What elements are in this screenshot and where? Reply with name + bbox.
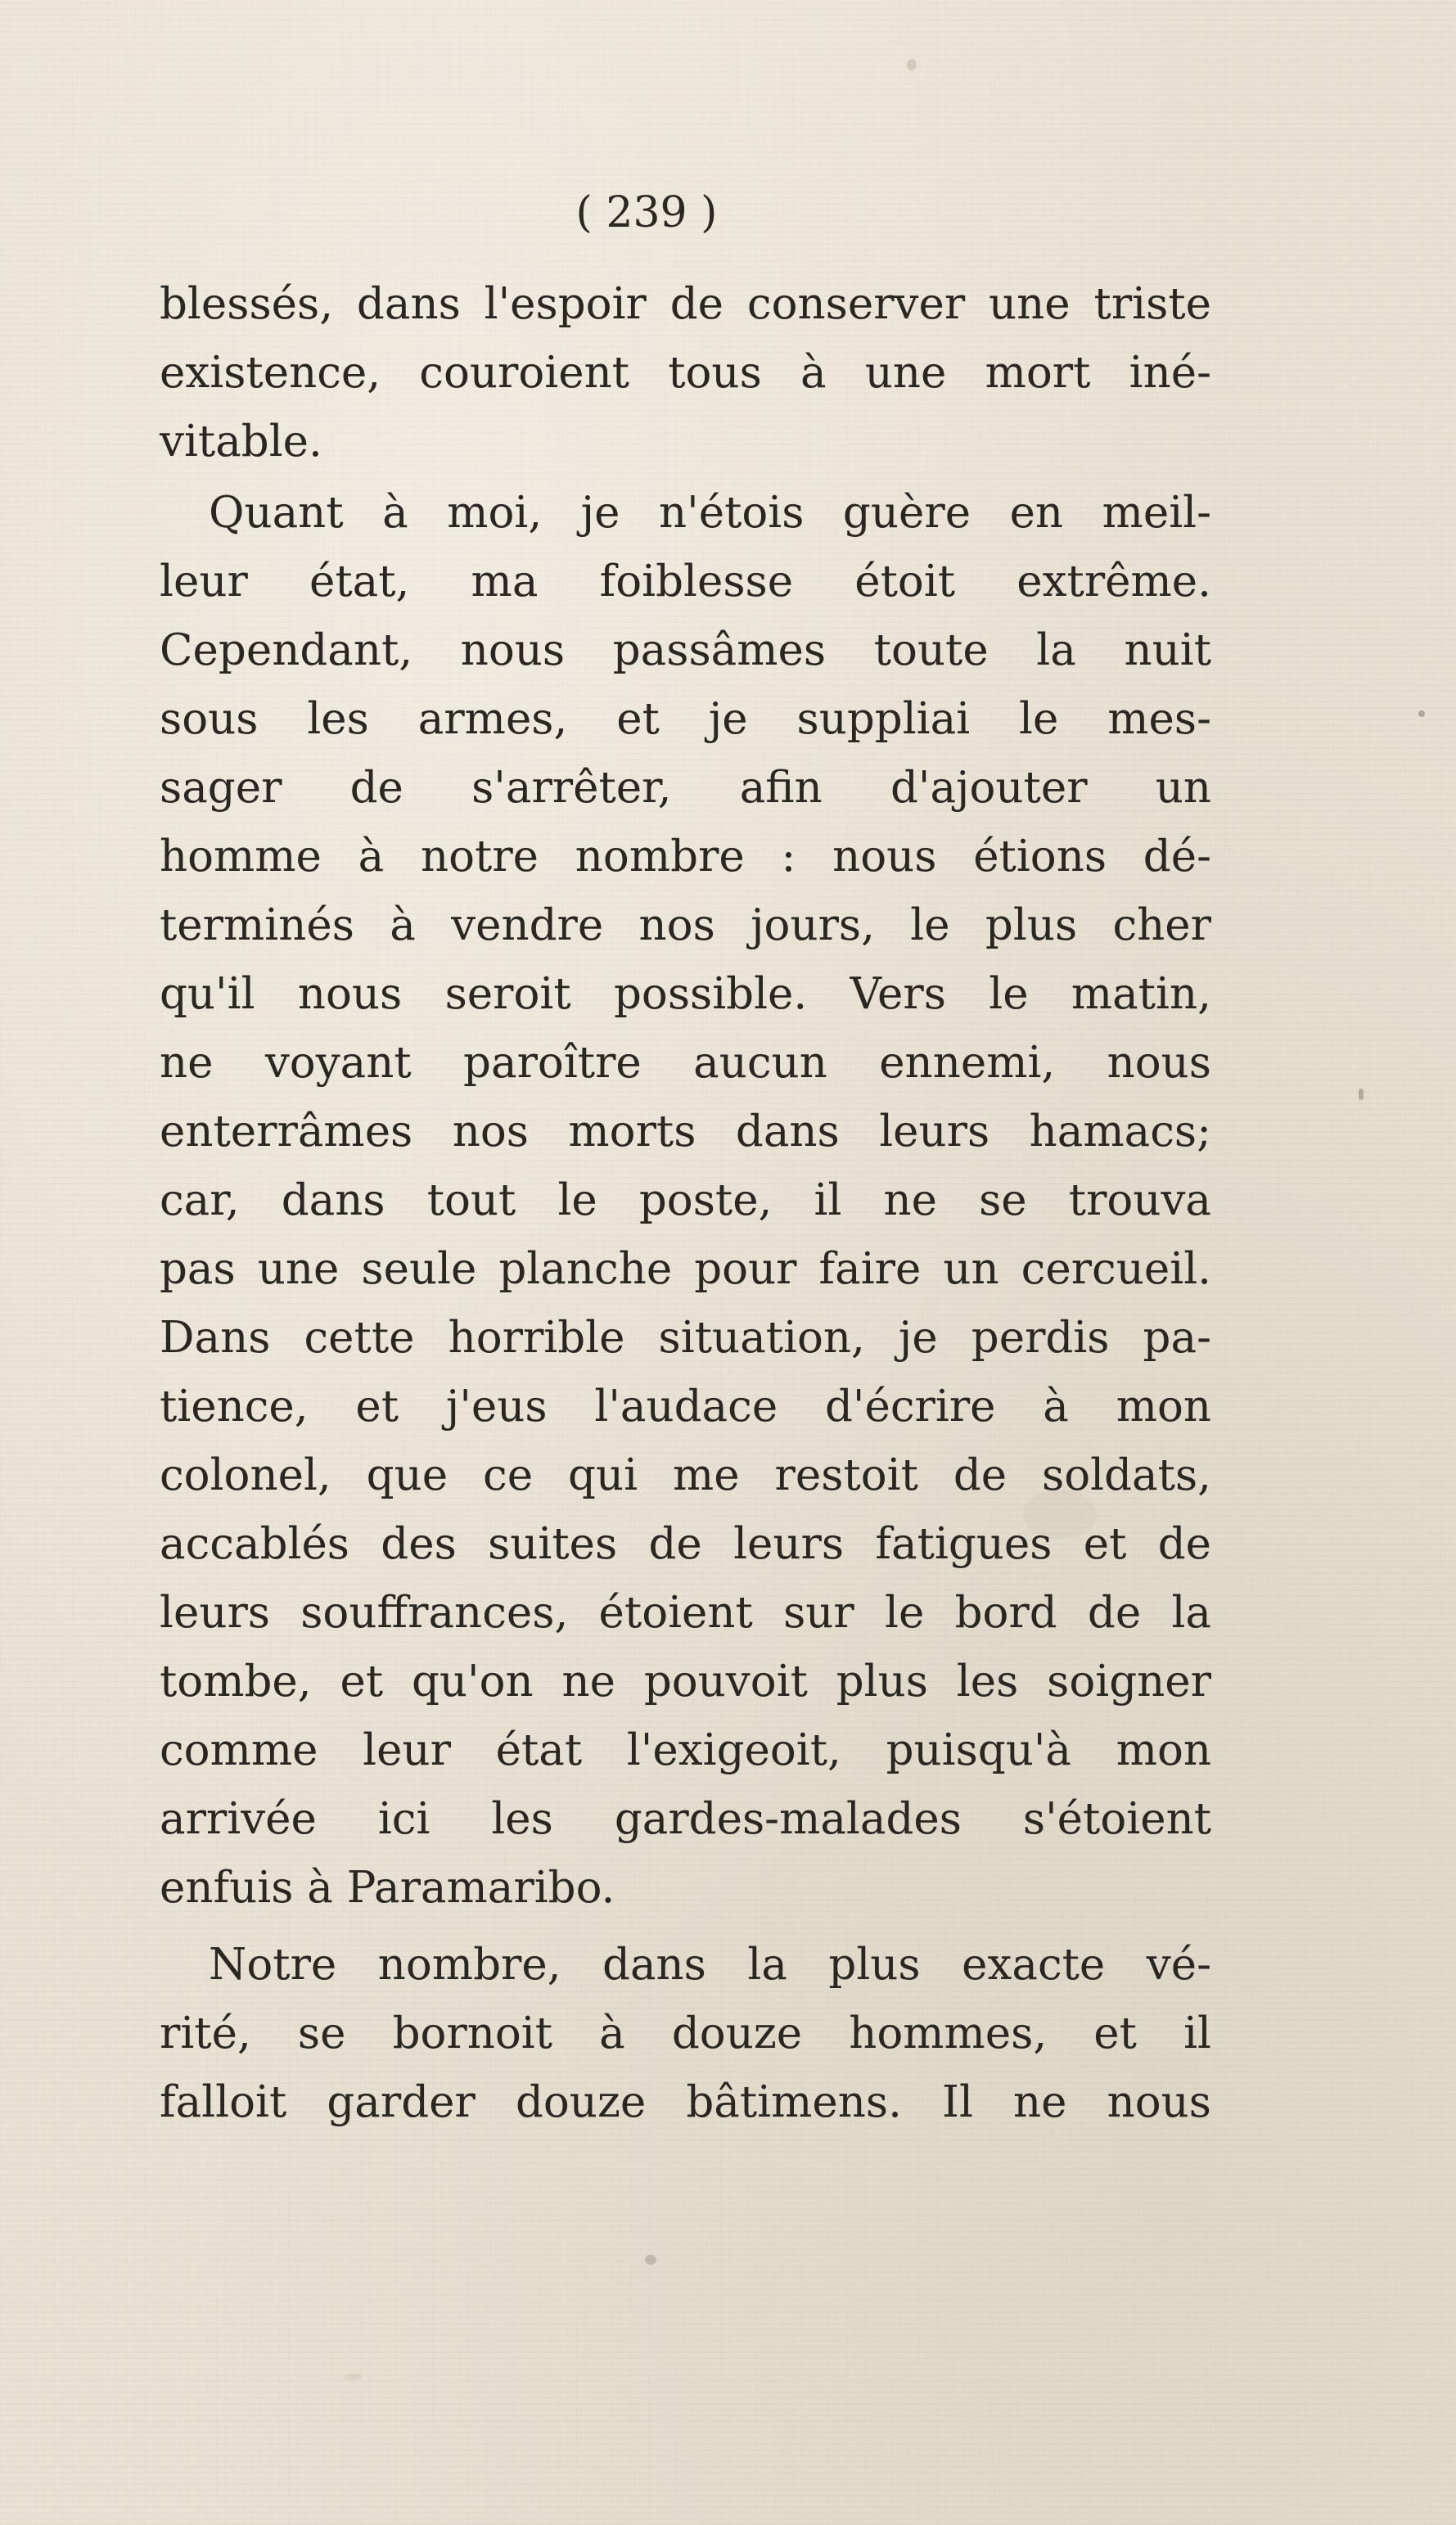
text-line: Dans cette horrible situation, je perdis pa- <box>160 1313 1211 1363</box>
text-line: leur état, ma foiblesse étoit extrême. <box>160 557 1211 606</box>
text-line: ne voyant paroître aucun ennemi, nous <box>160 1038 1211 1088</box>
paper-stain <box>645 2255 656 2265</box>
text-line: Quant à moi, je n'étois guère en meil- <box>209 488 1211 538</box>
paper-stain <box>907 59 917 70</box>
text-line: pas une seule planche pour faire un cercueil. <box>160 1244 1211 1294</box>
text-line: sous les armes, et je suppliai le mes- <box>160 694 1211 744</box>
text-line: sager de s'arrêter, afin d'ajouter un <box>160 763 1211 813</box>
paragraph <box>160 270 1211 476</box>
text-line: vitable. <box>160 417 322 467</box>
text-line: falloit garder douze bâtimens. Il ne nous <box>160 2077 1211 2127</box>
text-line: tombe, et qu'on ne pouvoit plus les soigner <box>160 1657 1211 1707</box>
text-line: leurs souffrances, étoient sur le bord de la <box>160 1588 1211 1638</box>
text-line: accablés des suites de leurs fatigues et de <box>160 1519 1211 1569</box>
text-line: tience, et j'eus l'audace d'écrire à mon <box>160 1382 1211 1432</box>
text-line: Notre nombre, dans la plus exacte vé- <box>209 1940 1211 1990</box>
text-line: enfuis à Paramaribo. <box>160 1863 615 1913</box>
text-line: colonel, que ce qui me restoit de soldats, <box>160 1450 1211 1500</box>
paper-stain <box>1418 710 1425 717</box>
text-line: qu'il nous seroit possible. Vers le matin, <box>160 969 1211 1019</box>
text-line: existence, couroient tous à une mort iné- <box>160 348 1211 398</box>
text-line: homme à notre nombre : nous étions dé- <box>160 832 1211 881</box>
text-line: car, dans tout le poste, il ne se trouva <box>160 1175 1211 1225</box>
paper-stain <box>1359 1089 1364 1100</box>
text-line: enterrâmes nos morts dans leurs hamacs; <box>160 1107 1211 1157</box>
text-line: Cependant, nous passâmes toute la nuit <box>160 625 1211 675</box>
text-line: rité, se bornoit à douze hommes, et il <box>160 2009 1211 2058</box>
paper-stain <box>344 2374 362 2380</box>
paragraph <box>160 479 1211 1923</box>
body-text <box>160 270 1211 2137</box>
text-line: terminés à vendre nos jours, le plus cher <box>160 900 1211 950</box>
text-line: blessés, dans l'espoir de conserver une triste <box>160 279 1211 329</box>
paragraph <box>160 1931 1211 2137</box>
page-number: ( 239 ) <box>575 188 718 237</box>
text-line: arrivée ici les gardes-malades s'étoient <box>160 1794 1211 1844</box>
text-line: comme leur état l'exigeoit, puisqu'à mon <box>160 1725 1211 1775</box>
